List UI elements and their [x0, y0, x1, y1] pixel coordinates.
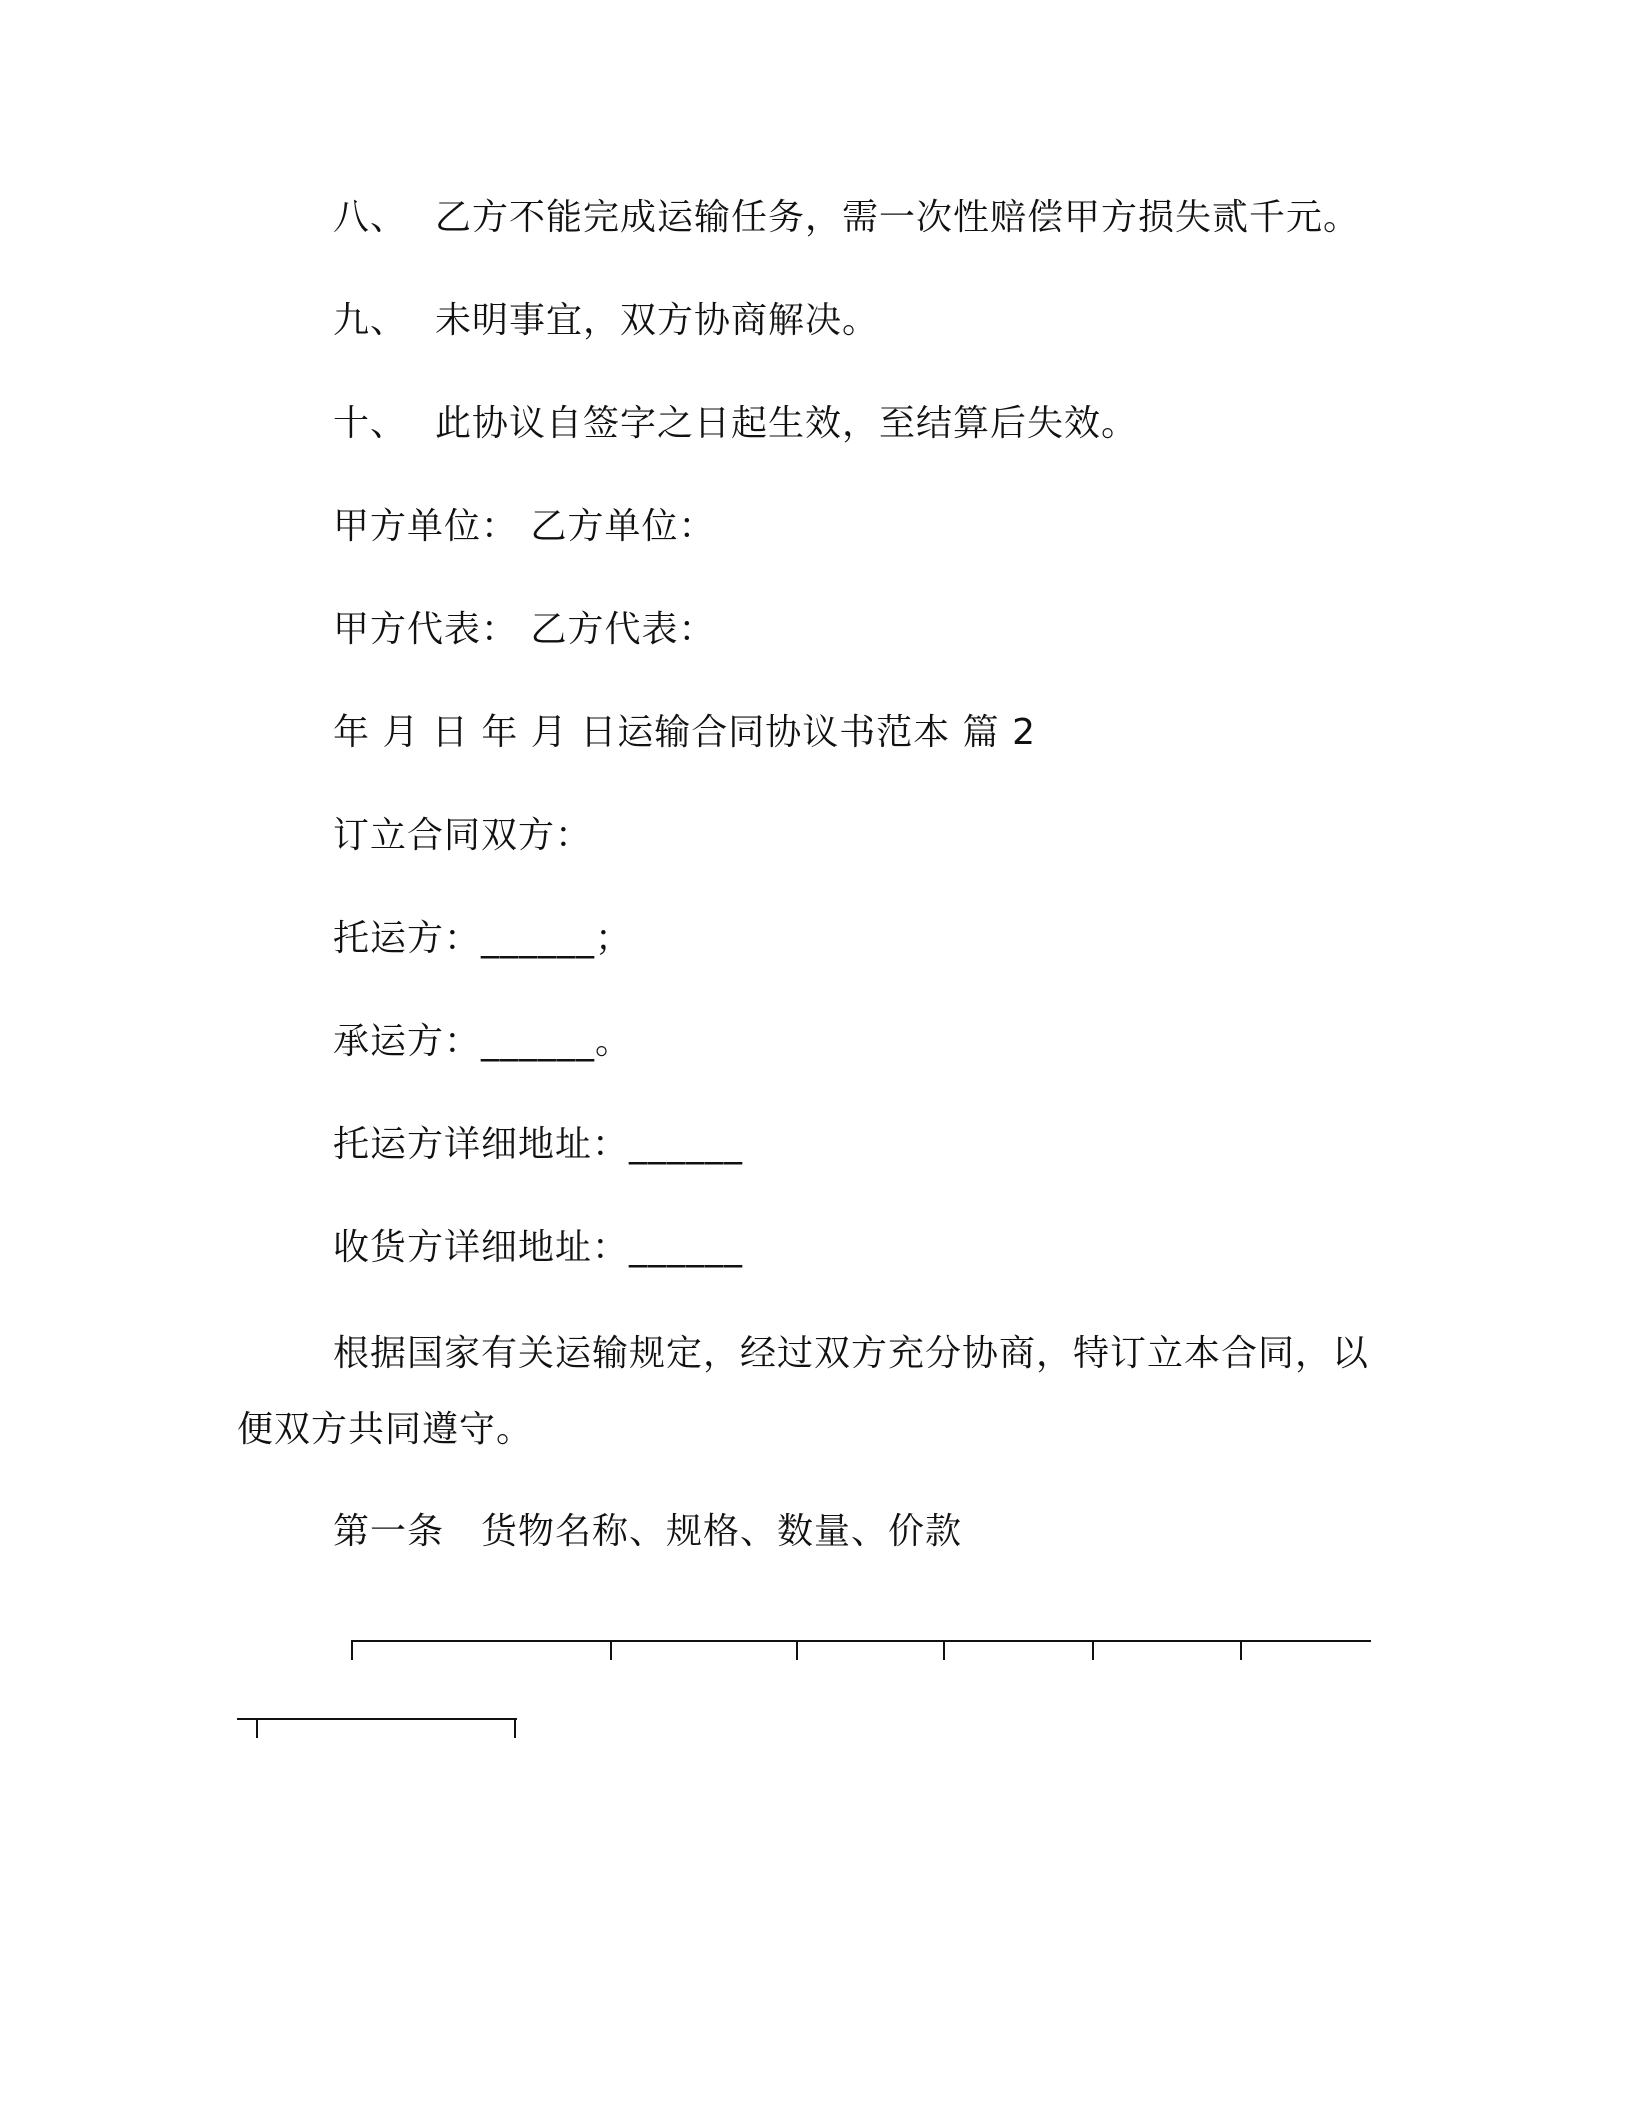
clause-10-number: 十、	[333, 403, 408, 444]
shipper-line: 托运方：______；	[333, 918, 633, 959]
clause-8	[333, 194, 1360, 242]
consignee-address-line: 收货方详细地址：______	[333, 1227, 744, 1268]
basis-paragraph-text: 根据国家有关运输规定，经过双方充分协商，特订立本合同，以便双方共同遵守。	[237, 1333, 1370, 1450]
table-col-tick-1	[351, 1640, 353, 1660]
table-col-tick-2	[610, 1640, 612, 1660]
clause-9-number: 九、	[333, 300, 408, 341]
basis-paragraph	[237, 1316, 1377, 1468]
table-col-tick-3	[796, 1640, 798, 1660]
table-second-border	[237, 1718, 517, 1720]
clause-9-text: 未明事宜，双方协商解决。	[435, 300, 880, 341]
clause-8-text: 乙方不能完成运输任务，需一次性赔偿甲方损失贰千元。	[435, 197, 1361, 238]
table-top-border	[351, 1640, 1371, 1642]
article-one-heading: 第一条 货物名称、规格、数量、价款	[333, 1511, 963, 1552]
party-unit-line: 甲方单位： 乙方单位：	[333, 506, 716, 547]
carrier-line: 承运方：______。	[333, 1021, 633, 1062]
clause-8-number: 八、	[333, 197, 408, 238]
clause-10-text: 此协议自签字之日起生效，至结算后失效。	[435, 403, 1139, 444]
table-col-tick-6	[1240, 1640, 1242, 1660]
clause-10	[333, 400, 1138, 448]
table-second-tick-2	[514, 1718, 516, 1738]
contract-parties-heading: 订立合同双方：	[333, 815, 593, 856]
table-col-tick-4	[943, 1640, 945, 1660]
date-and-title-line: 年 月 日 年 月 日运输合同协议书范本 篇 2	[333, 712, 1037, 753]
shipper-address-line: 托运方详细地址：______	[333, 1124, 744, 1165]
party-representative-line: 甲方代表： 乙方代表：	[333, 609, 716, 650]
clause-9	[333, 297, 879, 345]
table-col-tick-5	[1092, 1640, 1094, 1660]
table-second-tick-1	[256, 1718, 258, 1738]
